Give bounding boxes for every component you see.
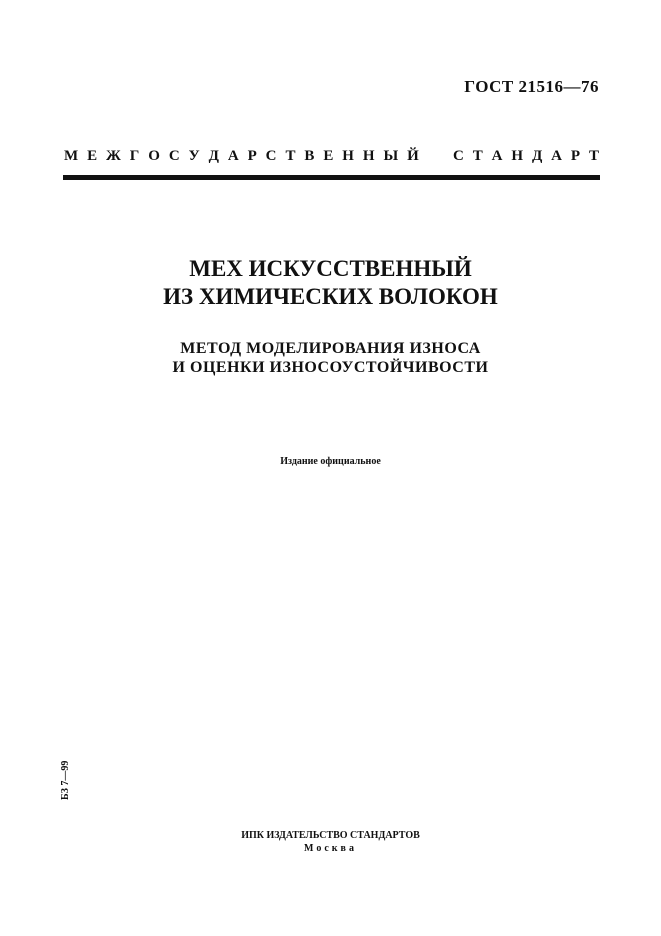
header-letter: Т [472,148,483,164]
document-subtitle [0,339,661,377]
header-letter: С [453,148,464,164]
header-letter: Т [588,148,599,164]
header-word-interstate [64,148,419,165]
interstate-standard-header [64,148,599,165]
title-line-2: ИЗ ХИМИЧЕСКИХ ВОЛОКОН [163,284,498,309]
header-letter: Н [362,148,375,164]
header-letter: В [304,148,315,164]
header-word-standard [453,148,599,165]
header-letter: Т [285,148,296,164]
header-letter: Г [129,148,140,164]
header-letter: С [265,148,277,164]
header-letter: А [491,148,503,164]
title-line-1: МЕХ ИСКУССТВЕННЫЙ [189,256,472,281]
publisher-block [0,829,661,855]
publisher-city: Москва [304,843,357,854]
header-letter: Д [531,148,543,164]
side-code: БЗ 7—99 [60,760,71,800]
header-rule [63,175,600,180]
edition-label: Издание официальное [280,456,381,467]
header-letter: Д [208,148,219,164]
document-title [0,255,661,311]
header-letter: Й [407,148,419,164]
document-number: ГОСТ 21516—76 [464,77,599,96]
header-letter: Ж [106,148,121,164]
header-letter: С [168,148,180,164]
subtitle-line-1: МЕТОД МОДЕЛИРОВАНИЯ ИЗНОСА [180,340,481,357]
header-letter: А [551,148,562,164]
header-letter: О [148,148,160,164]
subtitle-line-2: И ОЦЕНКИ ИЗНОСОУСТОЙЧИВОСТИ [172,359,489,376]
header-letter: Р [247,148,257,164]
header-letter: Ы [383,148,399,164]
header-letter: У [188,148,200,164]
header-letter: М [64,148,79,164]
header-letter: Н [342,148,354,164]
header-letter: Н [511,148,524,164]
header-letter: Е [87,148,98,164]
header-letter: Е [323,148,334,164]
header-letter: А [227,148,239,164]
publisher-name: ИПК ИЗДАТЕЛЬСТВО СТАНДАРТОВ [241,830,420,841]
header-letter: Р [570,148,581,164]
